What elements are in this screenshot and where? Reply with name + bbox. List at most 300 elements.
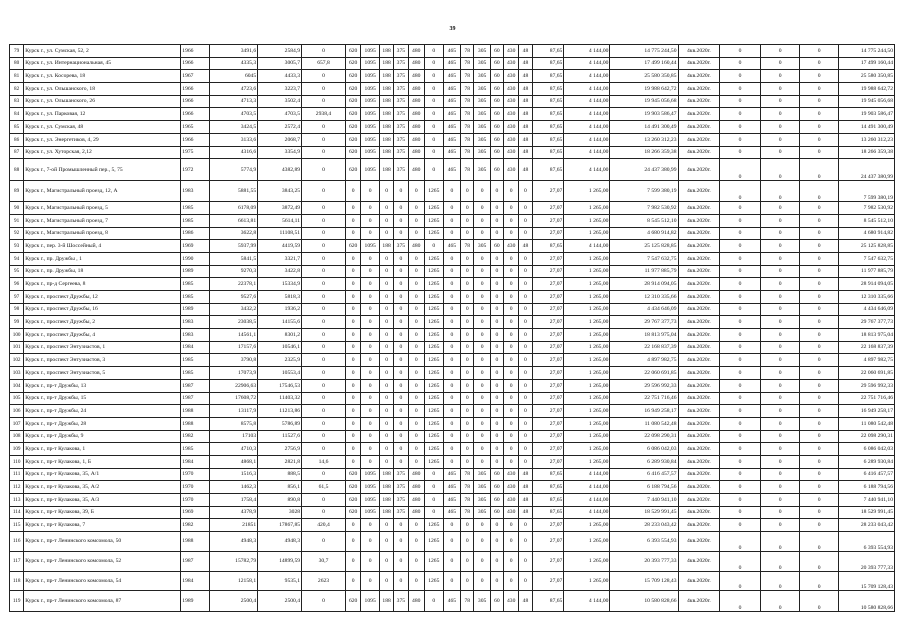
row-number: 98 (10, 303, 24, 316)
build-year: 1984 (181, 572, 210, 591)
cost-item: 0 (394, 341, 408, 354)
deadline: 4кв.2020г. (678, 181, 720, 202)
cost-item: 1265 (424, 291, 443, 304)
cost-item: 0 (361, 329, 380, 342)
cost-item: 0 (379, 455, 393, 468)
cost-item: 0 (424, 57, 443, 70)
unit-cost: 4 144,00 (564, 95, 610, 108)
cost-item: 0 (345, 252, 360, 265)
cost-item: 0 (424, 506, 443, 519)
cost-item: 0 (519, 278, 532, 291)
table-row (10, 392, 895, 405)
cost-item: 0 (345, 303, 360, 316)
unit-cost: 4 144,00 (564, 481, 610, 494)
address: Курск г., проспект Дружбы, 4 (24, 329, 181, 342)
zero-cell: 0 (720, 481, 761, 494)
zero-cell: 0 (720, 159, 761, 181)
unit-cost: 1 265,00 (564, 417, 610, 430)
zero-cell: 0 (800, 202, 838, 215)
cost-item: 0 (443, 227, 461, 240)
row-number: 87 (10, 146, 24, 159)
total-cost: 25 580 350,85 (838, 70, 894, 83)
total-cost: 11 977 885,79 (838, 265, 894, 278)
zero-cell: 0 (720, 146, 761, 159)
zero-cell: 0 (760, 265, 800, 278)
address: Курск г., пр-т Кулакова, 35, А/1 (24, 468, 181, 481)
total-area: 5841,5 (209, 252, 257, 265)
cost-item: 430 (504, 70, 519, 83)
cost-item: 0 (490, 572, 503, 591)
total-area: 3622,8 (209, 227, 257, 240)
page-number: 39 (449, 26, 456, 32)
cost-item: 375 (394, 494, 408, 507)
repair-cost: 6 393 554,93 (610, 532, 678, 552)
zero-cell: 0 (800, 367, 838, 380)
zero-cell: 0 (760, 133, 800, 146)
cost-item: 305 (474, 240, 490, 253)
zero-cell: 0 (800, 519, 838, 532)
cost-item: 1095 (361, 240, 380, 253)
cost-item: 0 (443, 291, 461, 304)
table-row (10, 519, 895, 532)
zero-cell: 0 (720, 443, 761, 456)
unit-cost: 1 265,00 (564, 405, 610, 418)
address: Курск г., пр-т Ленинского комсомола, 52 (24, 552, 181, 572)
row-number: 82 (10, 83, 24, 96)
cost-item: 0 (474, 303, 490, 316)
rate-cell: 27,07 (532, 354, 564, 367)
cost-item: 480 (408, 494, 424, 507)
cost-item: 0 (443, 392, 461, 405)
cost-item: 0 (424, 121, 443, 134)
cost-item: 0 (443, 443, 461, 456)
zero-cell: 0 (760, 83, 800, 96)
zero-cell: 0 (720, 430, 761, 443)
cost-item: 0 (379, 341, 393, 354)
zero-cell: 0 (760, 341, 800, 354)
zero-cell: 0 (800, 146, 838, 159)
cost-item: 465 (443, 240, 461, 253)
repair-cost: 18 266 359,38 (610, 146, 678, 159)
repair-cost: 12 310 335,66 (610, 291, 678, 304)
zero-cell: 0 (760, 121, 800, 134)
zero-cell: 0 (760, 417, 800, 430)
row-number: 86 (10, 133, 24, 146)
rate-cell: 27,07 (532, 430, 564, 443)
total-cost: 28 914 094,05 (838, 278, 894, 291)
total-area: 8575,8 (209, 417, 257, 430)
cost-item: 430 (504, 494, 519, 507)
build-year: 1966 (181, 95, 210, 108)
cost-item: 60 (490, 133, 503, 146)
nonresidential-area: 0 (302, 367, 346, 380)
cost-item: 0 (519, 265, 532, 278)
zero-cell: 0 (720, 405, 761, 418)
living-area: 3843,25 (258, 181, 302, 202)
build-year: 1966 (181, 108, 210, 121)
cost-item: 60 (490, 146, 503, 159)
address: Курск г., ул. Парковая, 12 (24, 108, 181, 121)
cost-item: 0 (345, 417, 360, 430)
cost-item: 465 (443, 121, 461, 134)
unit-cost: 1 265,00 (564, 252, 610, 265)
living-area: 5818,3 (258, 291, 302, 304)
repair-cost: 22 751 716,46 (610, 392, 678, 405)
cost-item: 0 (490, 278, 503, 291)
cost-item: 1265 (424, 303, 443, 316)
repair-cost: 25 125 828,85 (610, 240, 678, 253)
cost-item: 0 (379, 278, 393, 291)
total-cost: 4 680 914,82 (838, 227, 894, 240)
deadline: 4кв.2020г. (678, 572, 720, 591)
cost-item: 0 (461, 430, 474, 443)
row-number: 81 (10, 70, 24, 83)
cost-item: 0 (345, 367, 360, 380)
rate-cell: 27,07 (532, 303, 564, 316)
living-area: 1936,2 (258, 303, 302, 316)
cost-item: 0 (519, 202, 532, 215)
repair-cost: 19 988 642,72 (610, 83, 678, 96)
unit-cost: 1 265,00 (564, 316, 610, 329)
living-area: 3354,9 (258, 146, 302, 159)
zero-cell: 0 (760, 367, 800, 380)
cost-item: 0 (361, 430, 380, 443)
address: Курск г., 7-ой Промышленный пер., 5, 75 (24, 159, 181, 181)
cost-item: 0 (345, 379, 360, 392)
repair-cost: 6 188 794,56 (610, 481, 678, 494)
cost-item: 0 (443, 519, 461, 532)
zero-cell: 0 (720, 133, 761, 146)
cost-item: 0 (408, 455, 424, 468)
zero-cell: 0 (720, 552, 761, 572)
table-row (10, 532, 895, 552)
zero-cell: 0 (720, 532, 761, 552)
total-area: 17073,9 (209, 367, 257, 380)
cost-item: 188 (379, 57, 393, 70)
build-year: 1969 (181, 240, 210, 253)
rate-cell: 87,65 (532, 45, 564, 58)
nonresidential-area: 0 (302, 240, 346, 253)
address: Курск г., пр-т Дружбы, 24 (24, 405, 181, 418)
cost-item: 0 (379, 367, 393, 380)
cost-item: 0 (408, 443, 424, 456)
cost-item: 465 (443, 45, 461, 58)
cost-item: 0 (394, 532, 408, 552)
deadline: 4кв.2020г. (678, 519, 720, 532)
table-row (10, 329, 895, 342)
cost-item: 0 (519, 430, 532, 443)
table-row (10, 367, 895, 380)
build-year: 1966 (181, 133, 210, 146)
build-year: 1972 (181, 159, 210, 181)
zero-cell: 0 (800, 354, 838, 367)
deadline: 4кв.2020г. (678, 468, 720, 481)
cost-item: 0 (504, 227, 519, 240)
cost-item: 188 (379, 481, 393, 494)
cost-item: 0 (474, 316, 490, 329)
deadline: 4кв.2020г. (678, 329, 720, 342)
zero-cell: 0 (720, 45, 761, 58)
cost-item: 78 (461, 70, 474, 83)
unit-cost: 4 144,00 (564, 133, 610, 146)
cost-item: 1265 (424, 316, 443, 329)
build-year: 1985 (181, 278, 210, 291)
build-year: 1987 (181, 379, 210, 392)
cost-item: 48 (519, 468, 532, 481)
repair-cost: 17 499 160,44 (610, 57, 678, 70)
cost-item: 0 (408, 430, 424, 443)
deadline: 4кв.2020г. (678, 133, 720, 146)
total-area: 6045 (209, 70, 257, 83)
cost-item: 60 (490, 57, 503, 70)
cost-item: 0 (490, 405, 503, 418)
zero-cell: 0 (760, 227, 800, 240)
cost-item: 0 (379, 214, 393, 227)
cost-item: 0 (379, 417, 393, 430)
cost-item: 0 (443, 265, 461, 278)
cost-item: 0 (408, 572, 424, 591)
build-year: 1983 (181, 181, 210, 202)
cost-item: 0 (361, 252, 380, 265)
cost-item: 0 (394, 227, 408, 240)
nonresidential-area: 0 (302, 494, 346, 507)
zero-cell: 0 (800, 316, 838, 329)
cost-item: 480 (408, 133, 424, 146)
zero-cell: 0 (760, 552, 800, 572)
cost-item: 188 (379, 159, 393, 181)
cost-item: 0 (361, 532, 380, 552)
zero-cell: 0 (800, 121, 838, 134)
zero-cell: 0 (760, 70, 800, 83)
cost-item: 0 (504, 455, 519, 468)
cost-item: 1265 (424, 455, 443, 468)
cost-item: 0 (443, 181, 461, 202)
cost-item: 305 (474, 108, 490, 121)
zero-cell: 0 (800, 181, 838, 202)
total-area: 17608,72 (209, 392, 257, 405)
zero-cell: 0 (760, 57, 800, 70)
cost-item: 0 (474, 291, 490, 304)
nonresidential-area: 0 (302, 291, 346, 304)
total-area: 4713,3 (209, 95, 257, 108)
cost-item: 430 (504, 121, 519, 134)
table-row (10, 45, 895, 58)
row-number: 91 (10, 214, 24, 227)
cost-item: 0 (361, 278, 380, 291)
cost-item: 0 (345, 532, 360, 552)
table-row (10, 95, 895, 108)
cost-item: 430 (504, 108, 519, 121)
cost-item: 1095 (361, 591, 380, 612)
cost-item: 0 (394, 455, 408, 468)
rate-cell: 27,07 (532, 278, 564, 291)
nonresidential-area: 0 (302, 506, 346, 519)
cost-item: 0 (443, 367, 461, 380)
zero-cell: 0 (760, 159, 800, 181)
cost-item: 0 (379, 443, 393, 456)
cost-item: 0 (519, 455, 532, 468)
total-area: 2500,4 (209, 591, 257, 612)
repair-cost: 24 437 380,99 (610, 159, 678, 181)
zero-cell: 0 (720, 455, 761, 468)
rate-cell: 27,07 (532, 532, 564, 552)
cost-item: 0 (490, 455, 503, 468)
deadline: 4кв.2020г. (678, 214, 720, 227)
cost-item: 0 (443, 430, 461, 443)
cost-item: 375 (394, 95, 408, 108)
build-year: 1982 (181, 430, 210, 443)
total-area: 5774,9 (209, 159, 257, 181)
address: Курск г., пр-т Дружбы, 28 (24, 417, 181, 430)
cost-item: 0 (345, 341, 360, 354)
cost-item: 0 (519, 214, 532, 227)
cost-item: 0 (474, 202, 490, 215)
cost-item: 0 (519, 303, 532, 316)
cost-item: 48 (519, 45, 532, 58)
zero-cell: 0 (760, 95, 800, 108)
living-area: 3502,4 (258, 95, 302, 108)
cost-item: 188 (379, 506, 393, 519)
row-number: 83 (10, 95, 24, 108)
row-number: 84 (10, 108, 24, 121)
cost-item: 1265 (424, 227, 443, 240)
living-area: 4419,59 (258, 240, 302, 253)
row-number: 111 (10, 468, 24, 481)
zero-cell: 0 (720, 70, 761, 83)
repair-cost: 22 098 290,31 (610, 430, 678, 443)
cost-item: 1265 (424, 354, 443, 367)
table-row (10, 506, 895, 519)
cost-item: 78 (461, 468, 474, 481)
deadline: 4кв.2020г. (678, 265, 720, 278)
cost-item: 0 (504, 367, 519, 380)
cost-item: 480 (408, 506, 424, 519)
zero-cell: 0 (720, 591, 761, 612)
cost-item: 0 (461, 572, 474, 591)
cost-item: 0 (504, 303, 519, 316)
total-area: 1462,3 (209, 481, 257, 494)
cost-item: 0 (504, 572, 519, 591)
cost-item: 0 (361, 417, 380, 430)
address: Курск г., пр-т Ленинского комсомола, 87 (24, 591, 181, 612)
cost-item: 0 (394, 430, 408, 443)
total-cost: 29 596 992,33 (838, 379, 894, 392)
cost-item: 0 (394, 392, 408, 405)
cost-item: 0 (361, 202, 380, 215)
cost-item: 0 (474, 354, 490, 367)
zero-cell: 0 (760, 379, 800, 392)
cost-item: 0 (504, 252, 519, 265)
cost-item: 60 (490, 468, 503, 481)
zero-cell: 0 (760, 329, 800, 342)
nonresidential-area: 0 (302, 430, 346, 443)
repair-cost: 28 914 094,05 (610, 278, 678, 291)
nonresidential-area: 0 (302, 405, 346, 418)
table-row (10, 227, 895, 240)
cost-item: 0 (394, 354, 408, 367)
zero-cell: 0 (720, 379, 761, 392)
cost-item: 0 (461, 455, 474, 468)
cost-item: 188 (379, 83, 393, 96)
address: Курск г., пр-т Дружбы, 13 (24, 379, 181, 392)
zero-cell: 0 (720, 367, 761, 380)
cost-item: 1265 (424, 214, 443, 227)
cost-item: 0 (504, 392, 519, 405)
cost-item: 0 (408, 552, 424, 572)
total-cost: 6 393 554,93 (838, 532, 894, 552)
cost-item: 0 (443, 405, 461, 418)
cost-item: 375 (394, 133, 408, 146)
build-year: 1984 (181, 455, 210, 468)
cost-item: 0 (345, 519, 360, 532)
cost-item: 48 (519, 494, 532, 507)
cost-item: 480 (408, 468, 424, 481)
row-number: 96 (10, 278, 24, 291)
cost-item: 0 (379, 181, 393, 202)
cost-item: 0 (461, 443, 474, 456)
living-area: 10546,1 (258, 341, 302, 354)
cost-item: 48 (519, 108, 532, 121)
cost-item: 1265 (424, 417, 443, 430)
build-year: 1985 (181, 367, 210, 380)
rate-cell: 27,07 (532, 291, 564, 304)
unit-cost: 1 265,00 (564, 227, 610, 240)
cost-item: 0 (474, 214, 490, 227)
repair-cost: 7 547 632,75 (610, 252, 678, 265)
zero-cell: 0 (720, 57, 761, 70)
zero-cell: 0 (720, 121, 761, 134)
cost-item: 0 (408, 367, 424, 380)
nonresidential-area: 0 (302, 591, 346, 612)
cost-item: 1265 (424, 252, 443, 265)
cost-item: 0 (461, 329, 474, 342)
cost-item: 78 (461, 506, 474, 519)
zero-cell: 0 (720, 240, 761, 253)
cost-item: 1095 (361, 70, 380, 83)
cost-item: 1265 (424, 367, 443, 380)
zero-cell: 0 (720, 354, 761, 367)
rate-cell: 27,07 (532, 417, 564, 430)
row-number: 119 (10, 591, 24, 612)
address: Курск г., проспект Энтузиастов, 3 (24, 354, 181, 367)
zero-cell: 0 (720, 572, 761, 591)
repair-cost: 19 945 056,68 (610, 95, 678, 108)
cost-item: 0 (474, 532, 490, 552)
cost-item: 0 (461, 341, 474, 354)
cost-item: 430 (504, 45, 519, 58)
cost-item: 0 (443, 417, 461, 430)
deadline: 4кв.2020г. (678, 392, 720, 405)
cost-item: 48 (519, 591, 532, 612)
cost-item: 0 (490, 354, 503, 367)
cost-item: 0 (345, 443, 360, 456)
address: Курск г., пр-т Дружбы, 15 (24, 392, 181, 405)
cost-item: 375 (394, 146, 408, 159)
rate-cell: 27,07 (532, 572, 564, 591)
cost-item: 188 (379, 95, 393, 108)
zero-cell: 0 (800, 265, 838, 278)
cost-item: 1265 (424, 265, 443, 278)
build-year: 1975 (181, 146, 210, 159)
cost-item: 465 (443, 70, 461, 83)
living-area: 856,1 (258, 481, 302, 494)
zero-cell: 0 (720, 108, 761, 121)
address: Курск г., проспект Дружбы, 12 (24, 291, 181, 304)
repair-cost: 19 903 586,47 (610, 108, 678, 121)
cost-item: 0 (490, 367, 503, 380)
zero-cell: 0 (760, 392, 800, 405)
cost-item: 0 (408, 417, 424, 430)
